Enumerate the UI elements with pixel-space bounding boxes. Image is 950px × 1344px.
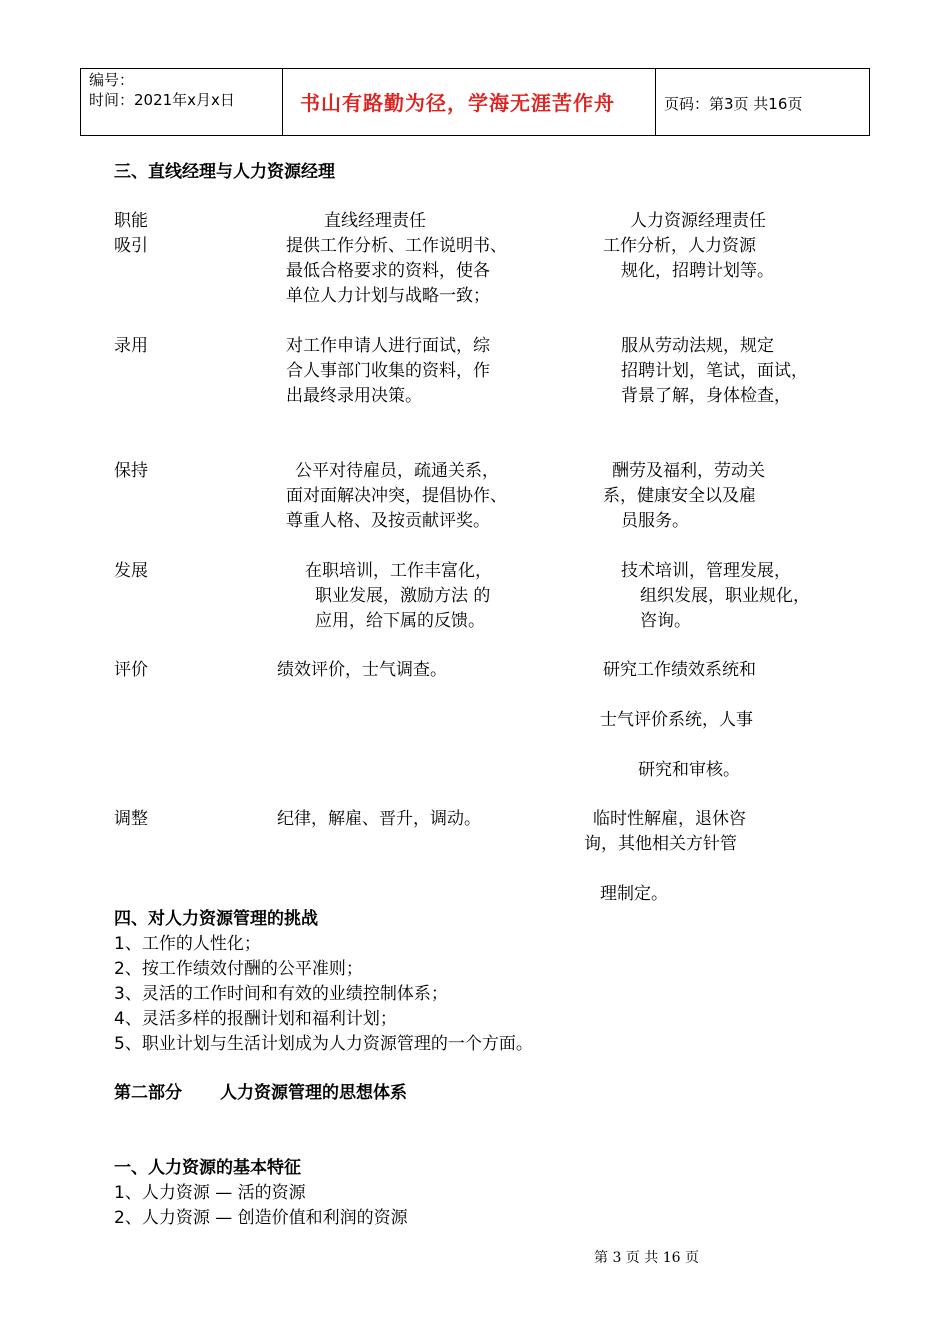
line-duty-line: 出最终录用决策。 — [286, 386, 422, 406]
row-function: 录用 — [114, 336, 148, 356]
row-function: 评价 — [114, 660, 148, 680]
hr-duty-line: 研究和审核。 — [638, 760, 740, 780]
header-divider — [655, 68, 656, 136]
hr-duty-line: 系，健康安全以及雇 — [603, 486, 756, 506]
row-function: 调整 — [114, 809, 148, 829]
line-duty-line: 最低合格要求的资料，使各 — [286, 261, 490, 281]
list-item: 3、灵活的工作时间和有效的业绩控制体系； — [114, 984, 448, 1004]
line-duty-line: 公平对待雇员，疏通关系， — [295, 461, 499, 481]
column-header-function: 职能 — [114, 211, 148, 231]
list-item: 5、职业计划与生活计划成为人力资源管理的一个方面。 — [114, 1034, 533, 1054]
header-motto: 书山有路勤为径，学海无涯苦作舟 — [300, 91, 615, 115]
line-duty-line: 尊重人格、及按贡献评奖。 — [286, 511, 490, 531]
header-number-label: 编号： — [89, 71, 135, 89]
line-duty-line: 职业发展，激励方法 的 — [315, 586, 491, 606]
list-item: 2、人力资源 — 创造价值和利润的资源 — [114, 1208, 408, 1228]
hr-duty-line: 规化，招聘计划等。 — [621, 261, 774, 281]
header-top-border — [80, 68, 870, 69]
row-function: 保持 — [114, 461, 148, 481]
list-item: 2、按工作绩效付酬的公平准则； — [114, 959, 363, 979]
line-duty-line: 合人事部门收集的资料，作 — [286, 361, 490, 381]
hr-duty-line: 研究工作绩效系统和 — [603, 660, 756, 680]
line-duty-line: 纪律，解雇、晋升，调动。 — [277, 809, 481, 829]
header-date-label: 时间：2021年x月x日 — [89, 91, 235, 109]
list-item: 1、工作的人性化； — [114, 934, 261, 954]
line-duty-line: 绩效评价，士气调查。 — [277, 660, 447, 680]
section3-title: 三、直线经理与人力资源经理 — [114, 162, 335, 182]
hr-duty-line: 询，其他相关方针管 — [584, 834, 737, 854]
header-divider — [80, 68, 81, 136]
column-header-hr-manager: 人力资源经理责任 — [630, 211, 766, 231]
line-duty-line: 对工作申请人进行面试，综 — [286, 336, 490, 356]
row-function: 吸引 — [114, 236, 148, 256]
header-page-label: 页码：第3页 共16页 — [664, 95, 803, 113]
hr-duty-line: 咨询。 — [640, 611, 691, 631]
hr-duty-line: 酬劳及福利，劳动关 — [612, 461, 765, 481]
column-header-line-manager: 直线经理责任 — [324, 211, 426, 231]
row-function: 发展 — [114, 561, 148, 581]
hr-duty-line: 技术培训，管理发展， — [621, 561, 791, 581]
header-divider — [282, 68, 283, 136]
list-item: 1、人力资源 — 活的资源 — [114, 1183, 306, 1203]
hr-duty-line: 士气评价系统，人事 — [600, 710, 753, 730]
hr-duty-line: 服从劳动法规，规定 — [621, 336, 774, 356]
section4-title: 四、对人力资源管理的挑战 — [114, 909, 318, 929]
hr-duty-line: 理制定。 — [600, 884, 668, 904]
part2-title: 人力资源管理的思想体系 — [220, 1083, 407, 1103]
header-divider — [869, 68, 870, 136]
line-duty-line: 在职培训，工作丰富化， — [305, 561, 492, 581]
hr-duty-line: 组织发展，职业规化， — [640, 586, 810, 606]
list-item: 4、灵活多样的报酬计划和福利计划； — [114, 1009, 397, 1029]
hr-duty-line: 招聘计划，笔试，面试， — [621, 361, 808, 381]
line-duty-line: 面对面解决冲突，提倡协作、 — [286, 486, 507, 506]
part2-title-label: 第二部分 — [114, 1083, 182, 1103]
hr-duty-line: 工作分析，人力资源 — [603, 236, 756, 256]
section1-title: 一、人力资源的基本特征 — [114, 1158, 301, 1178]
hr-duty-line: 背景了解，身体检查， — [621, 386, 791, 406]
header-bottom-border — [80, 135, 870, 136]
line-duty-line: 提供工作分析、工作说明书、 — [286, 236, 507, 256]
line-duty-line: 单位人力计划与战略一致； — [286, 286, 490, 306]
line-duty-line: 应用，给下属的反馈。 — [315, 611, 485, 631]
hr-duty-line: 员服务。 — [621, 511, 689, 531]
hr-duty-line: 临时性解雇，退休咨 — [593, 809, 746, 829]
page-footer: 第 3 页 共 16 页 — [594, 1250, 699, 1266]
